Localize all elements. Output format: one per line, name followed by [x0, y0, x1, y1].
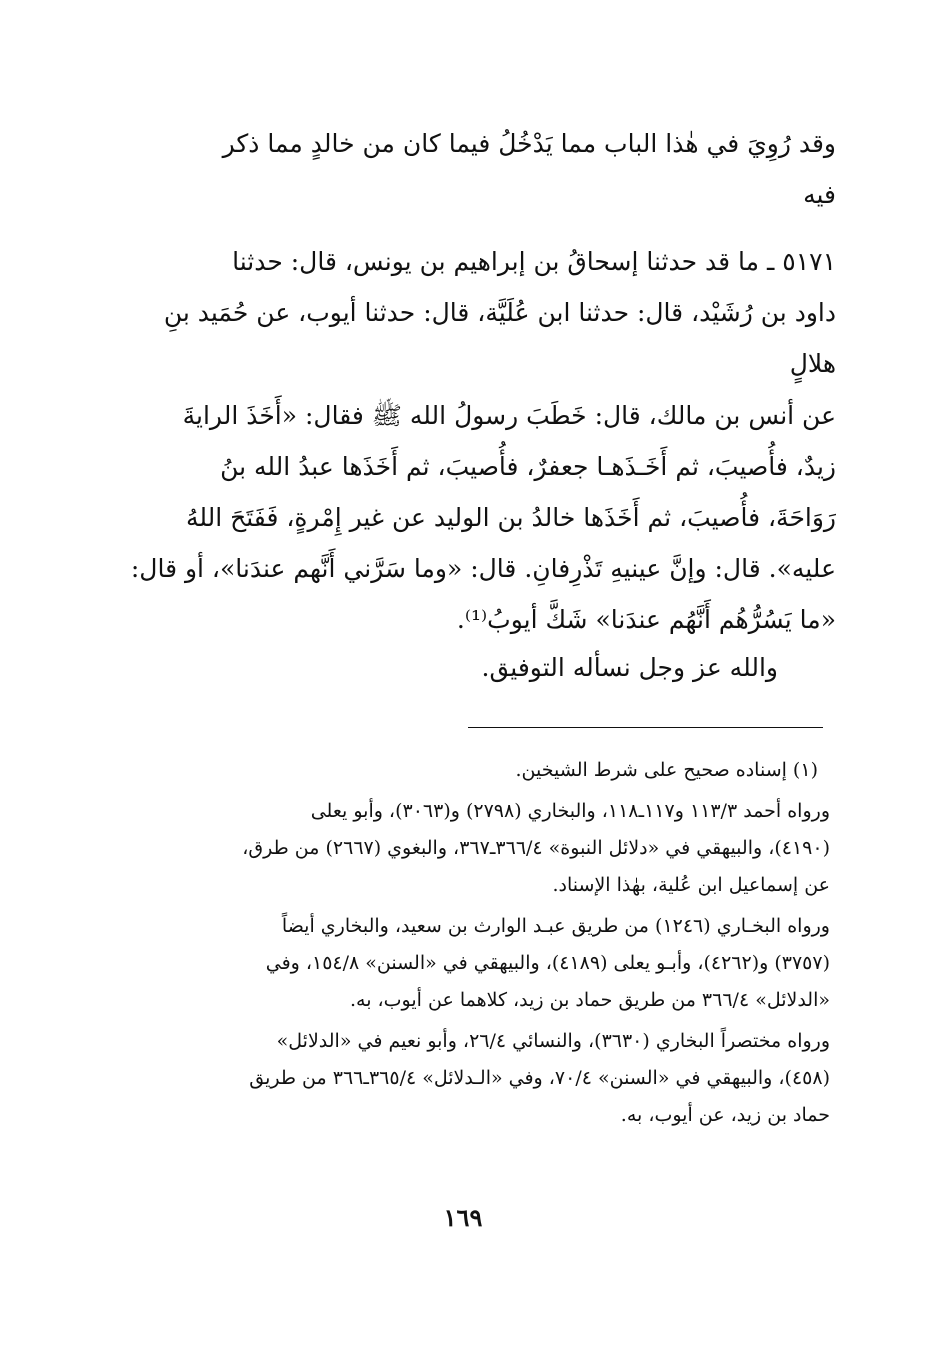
- footnote-line: حماد بن زيد، عن أيوب، به.: [620, 1104, 830, 1126]
- footnote-line: (٣٧٥٧) و(٤٢٦٢)، وأبـو يعلى (٤١٨٩)، والبيهقي في «السنن» ١٥٤/٨، وفي: [265, 952, 830, 974]
- hadith-matn-paragraph: [118, 390, 836, 645]
- footnote-line: عن إسماعيل ابن عُلية، بهٰذا الإسناد.: [552, 874, 830, 896]
- footnote-line: ورواه مختصراً البخاري (٣٦٣٠)، والنسائي ٢٦/٤، وأبو نعيم في «الدلائل»: [276, 1030, 830, 1052]
- page-number: ١٦٩: [443, 1203, 483, 1232]
- matn-line: عليه». قال: وإنَّ عينيهِ تَذْرِفانِ. قال: «وما سَرَّني أَنَّهم عندَنا»، أو قال:: [130, 554, 836, 583]
- footnote-line: ورواه البخـاري (١٢٤٦) من طريق عبـد الوارث بن سعيد، والبخاري أيضاً: [281, 915, 830, 937]
- footnote-line: (٤٥٨)، والبيهقي في «السنن» ٧٠/٤، وفي «الـدلائل» ٣٦٥/٤ـ٣٦٦ من طريق: [249, 1067, 830, 1089]
- hadith-line: ٥١٧١ ـ ما قد حدثنا إسحاقُ بن إبراهيم بن يونس، قال: حدثنا: [232, 247, 836, 276]
- matn-line: رَوَاحَةَ، فأُصيبَ، ثم أَخَذَها خالدُ بن الوليد عن غير إِمْرةٍ، فَفَتَحَ اللهُ: [185, 503, 836, 532]
- footnote-line: (١) إسناده صحيح على شرط الشيخين.: [515, 759, 818, 781]
- closing-line: والله عز وجل نسأله التوفيق.: [481, 653, 778, 682]
- intro-line: فيه: [803, 180, 836, 209]
- footnote-paragraph: [122, 793, 830, 904]
- matn-line: زيدٌ، فأُصيبَ، ثم أَخَـذَهـا جعفرٌ، فأُصيبَ، ثم أَخَذَها عبدُ الله بنُ: [220, 452, 836, 481]
- footnotes-section: [122, 752, 830, 1138]
- hadith-line: هلالٍ: [789, 349, 836, 378]
- footnote-paragraph: [122, 752, 830, 789]
- footnote-line: «الدلائل» ٣٦٦/٤ من طريق حماد بن زيد، كلاهما عن أيوب، به.: [349, 989, 830, 1011]
- intro-line: وقد رُوِيَ في هٰذا الباب مما يَدْخُلُ فيما كان من خالدٍ مما ذكر: [222, 129, 836, 158]
- footnote-line: ورواه أحمد ١١٣/٣ و١١٧ـ١١٨، والبخاري (٢٧٩٨) و(٣٠٦٣)، وأبو يعلى: [310, 800, 830, 822]
- matn-line: «ما يَسُرُّهُم أَنَّهُم عندَنا» شَكَّ أيوبُ⁽¹⁾.: [456, 605, 836, 634]
- hadith-line: داود بن رُشَيْد، قال: حدثنا ابن عُلَيَّة، قال: حدثنا أيوب، عن حُمَيد بنِ: [163, 298, 836, 327]
- intro-paragraph: [118, 118, 836, 220]
- footnote-paragraph: [122, 908, 830, 1019]
- matn-line: عن أنس بن مالك، قال: خَطَبَ رسولُ الله ﷺ فقال: «أَخَذَ الرايةَ: [182, 401, 836, 430]
- hadith-isnad-paragraph: [118, 236, 836, 389]
- footnote-line: (٤١٩٠)، والبيهقي في «دلائل النبوة» ٣٦٦/٤ـ٣٦٧، والبغوي (٢٦٦٧) من طرق،: [242, 837, 830, 859]
- footnote-paragraph: [122, 1023, 830, 1134]
- footnote-divider: [468, 727, 823, 728]
